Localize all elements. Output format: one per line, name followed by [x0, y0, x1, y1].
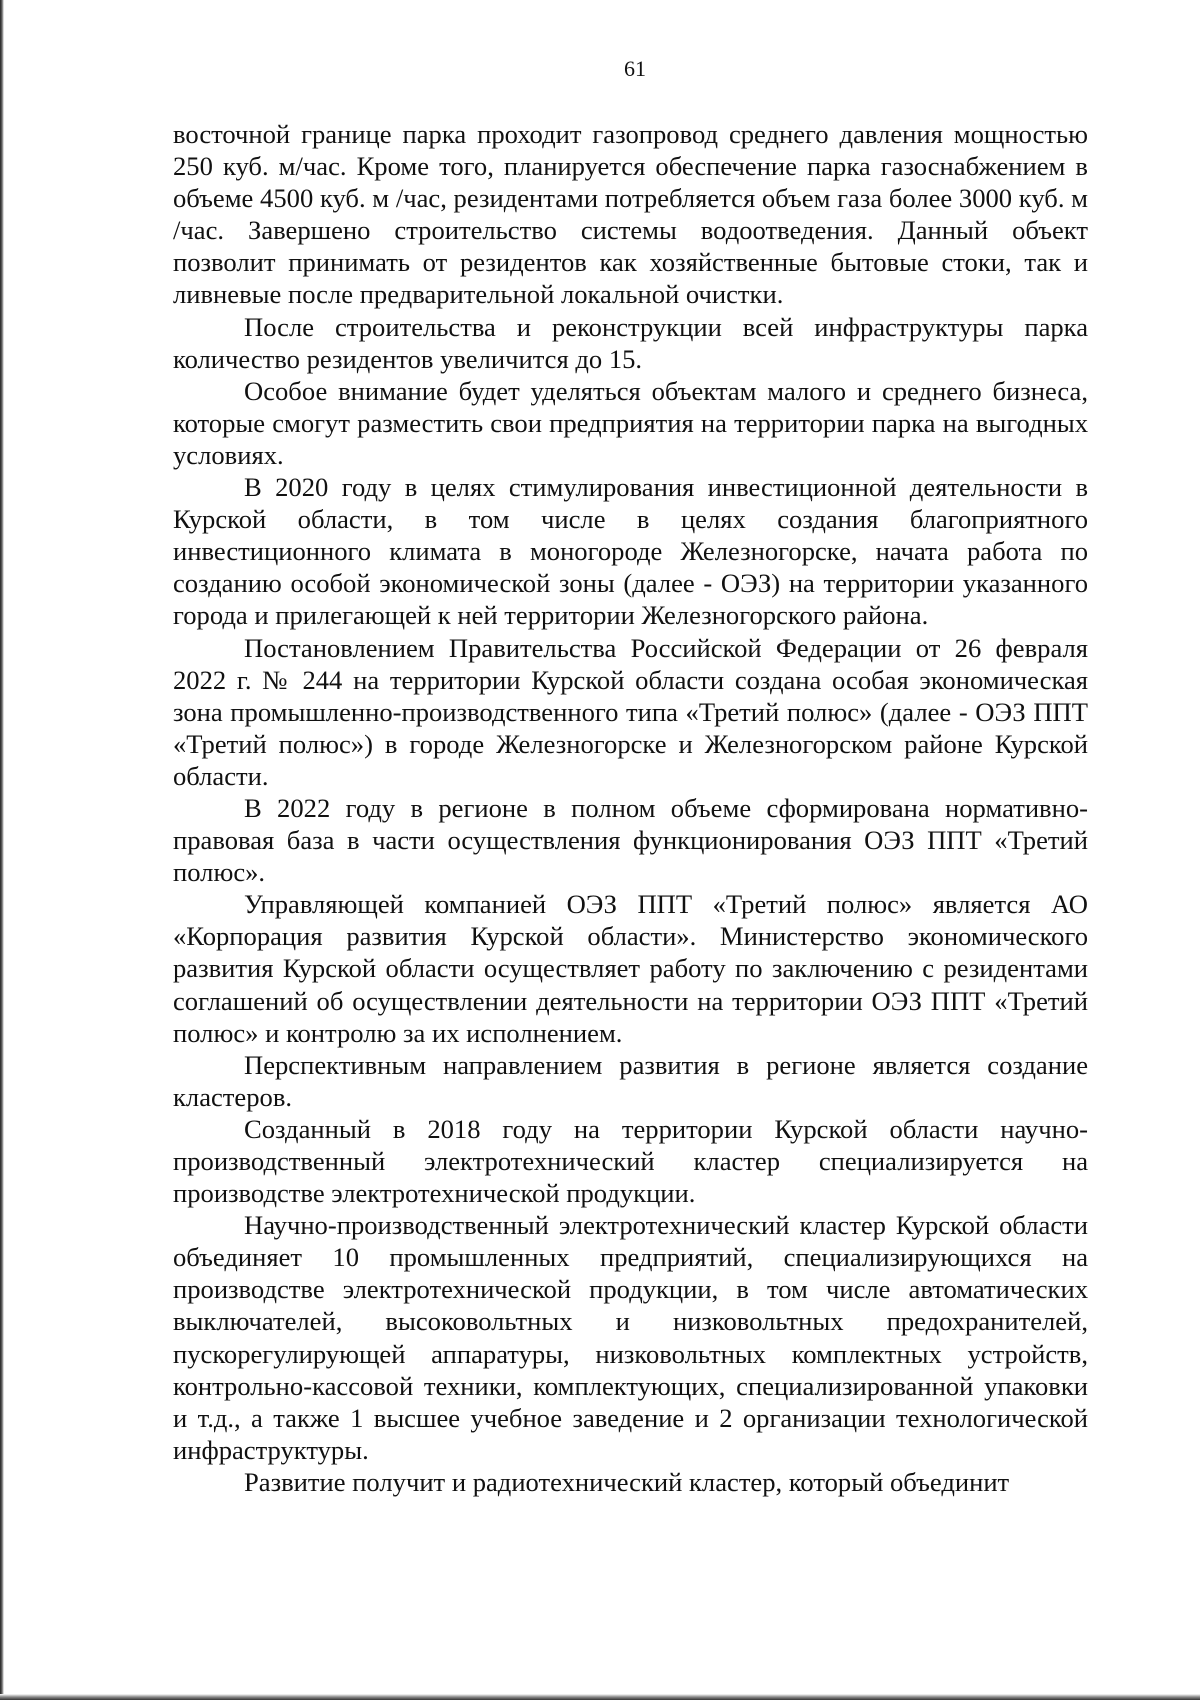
paragraph-7: Управляющей компанией ОЭЗ ППТ «Третий полюс» является АО «Корпорация развития Курской области». Министерство экономического развития Курской области осуществляет работу по заключению с резидентами соглашений об осуществлении деятельности на территории ОЭЗ ППТ «Третий полюс» и контролю за их исполнением.	[173, 889, 1088, 1048]
paragraph-10: Научно-производственный электротехнический кластер Курской области объединяет 10 промышленных предприятий, специализирующихся на производстве электротехнической продукции, в том числе автоматических выключателей, высоковольтных и низковольтных предохранителей, пускорегулирующей аппаратуры, низковольтных комплектных устройств, контрольно-кассовой техники, комплектующих, специализированной упаковки и т.д., а также 1 высшее учебное заведение и 2 организации технологической инфраструктуры.	[173, 1210, 1088, 1465]
paragraph-6: В 2022 году в регионе в полном объеме сформирована нормативно-правовая база в части осуществления функционирования ОЭЗ ППТ «Третий полюс».	[173, 792, 1088, 888]
page-number: 61	[624, 56, 646, 81]
paragraph-5: Постановлением Правительства Российской Федерации от 26 февраля 2022 г. № 244 на территории Курской области создана особая экономическая зона промышленно-производственного типа «Третий полюс» (далее - ОЭЗ ППТ «Третий полюс») в городе Железногорске и Железногорском районе Курской области.	[173, 632, 1088, 791]
paragraph-1: восточной границе парка проходит газопровод среднего давления мощностью 250 куб. м/час. Кроме того, планируется обеспечение парка газоснабжением в объеме 4500 куб. м /час, резидентами потребляется объем газа более 3000 куб. м /час. Завершено строительство системы водоотведения. Данный объект позволит принимать от резидентов как хозяйственные бытовые стоки, так и ливневые после предварительной локальной очистки.	[173, 119, 1088, 310]
paragraph-11: Развитие получит и радиотехнический кластер, который объединит	[244, 1466, 1010, 1497]
paragraph-4: В 2020 году в целях стимулирования инвестиционной деятельности в Курской области, в том числе в целях создания благоприятного инвестиционного климата в моногороде Железногорске, начата работа по созданию особой экономической зоны (далее - ОЭЗ) на территории указанного города и прилегающей к ней территории Железногорского района.	[173, 472, 1088, 631]
scan-edge-bottom	[0, 1694, 1200, 1700]
paragraph-2: После строительства и реконструкции всей инфраструктуры парка количество резидентов увеличится до 15.	[173, 311, 1088, 374]
paragraph-8: Перспективным направлением развития в регионе является создание кластеров.	[173, 1049, 1088, 1112]
scan-edge-left	[0, 0, 4, 1700]
paragraph-9: Созданный в 2018 году на территории Курской области научно-производственный электротехнический кластер специализируется на производстве электротехнической продукции.	[173, 1113, 1088, 1209]
paragraph-3: Особое внимание будет уделяться объектам малого и среднего бизнеса, которые смогут разместить свои предприятия на территории парка на выгодных условиях.	[173, 375, 1088, 470]
body-text	[173, 118, 1088, 1498]
